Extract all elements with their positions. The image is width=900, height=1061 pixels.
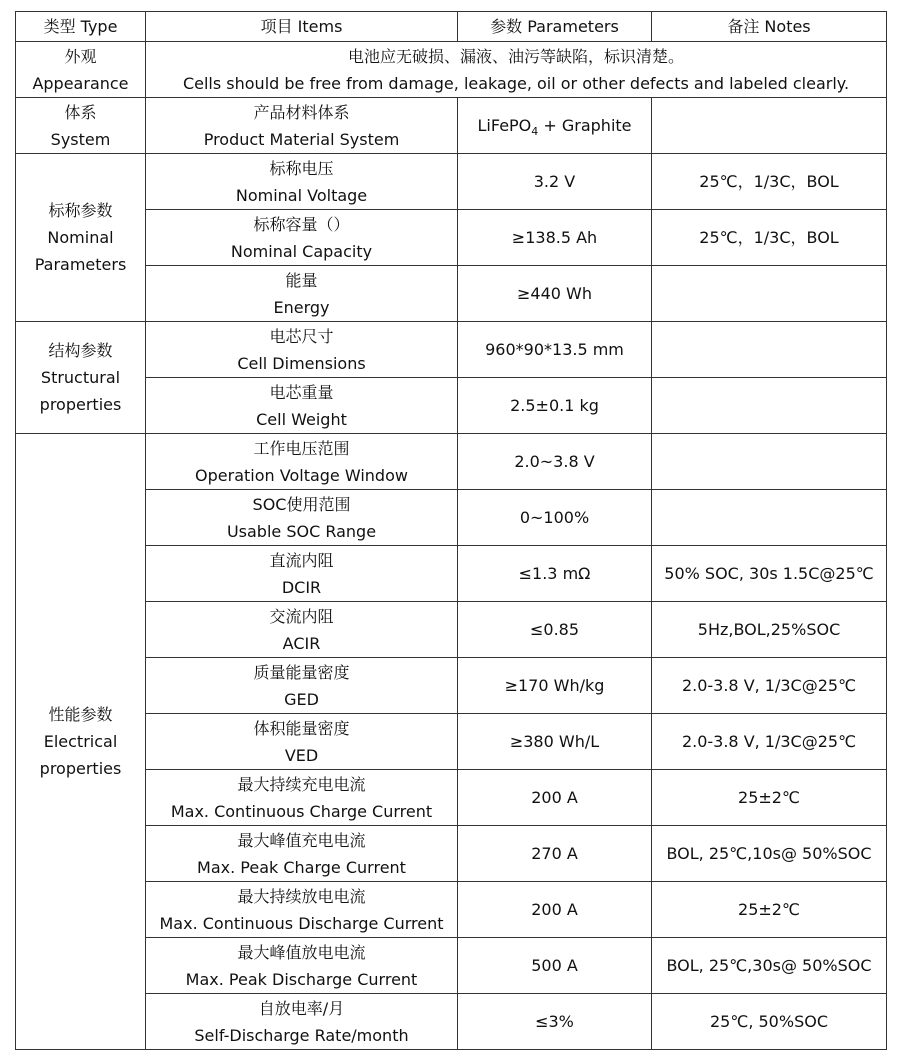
item-en: Max. Continuous Discharge Current <box>159 913 444 933</box>
item-en: Max. Peak Charge Current <box>197 857 406 877</box>
item-cell <box>146 938 458 994</box>
item-en: Nominal Capacity <box>230 241 373 261</box>
category-cn: 性能参数 <box>48 705 113 724</box>
spec-row <box>16 658 887 714</box>
item-cell <box>146 882 458 938</box>
spec-row <box>16 938 887 994</box>
item-cn: 交流内阻 <box>269 606 334 626</box>
parameter-cell: ≤3% <box>458 994 652 1050</box>
appearance-category-en: Appearance <box>32 73 129 93</box>
system-row <box>16 98 887 154</box>
parameter-cell: ≥138.5 Ah <box>458 210 652 266</box>
system-param-post: + Graphite <box>538 116 632 135</box>
system-param-sub: 4 <box>531 125 539 139</box>
system-item-cn: 产品材料体系 <box>253 102 350 122</box>
note-cell <box>652 434 887 490</box>
parameter-cell: 960*90*13.5 mm <box>458 322 652 378</box>
item-cn: 工作电压范围 <box>253 438 350 458</box>
spec-row <box>16 378 887 434</box>
item-cell <box>146 770 458 826</box>
system-category <box>16 98 146 154</box>
item-cn: 自放电率/月 <box>258 998 345 1018</box>
spec-row <box>16 210 887 266</box>
header-row <box>16 12 887 42</box>
category-en-line: properties <box>39 395 122 414</box>
parameter-cell: 3.2 V <box>458 154 652 210</box>
appearance-category-cn: 外观 <box>64 46 97 66</box>
header-items: 项目 Items <box>146 12 458 42</box>
parameter-cell: 200 A <box>458 770 652 826</box>
item-cn: 电芯重量 <box>269 382 334 402</box>
item-en: Max. Continuous Charge Current <box>170 801 433 821</box>
note-cell <box>652 322 887 378</box>
note-cell: 25±2℃ <box>652 770 887 826</box>
item-en: ACIR <box>282 633 321 653</box>
header-notes: 备注 Notes <box>652 12 887 42</box>
note-cell: BOL, 25℃,30s@ 50%SOC <box>652 938 887 994</box>
item-cell <box>146 602 458 658</box>
category-en-line: properties <box>39 759 122 778</box>
spec-row <box>16 770 887 826</box>
item-cn: 直流内阻 <box>269 550 334 570</box>
spec-row <box>16 546 887 602</box>
note-cell <box>652 378 887 434</box>
system-parameter <box>458 98 652 154</box>
appearance-row <box>16 42 887 98</box>
parameter-cell: ≤0.85 <box>458 602 652 658</box>
item-cn: 最大峰值充电电流 <box>237 830 366 850</box>
category-cell <box>16 434 146 1050</box>
item-cn: 能量 <box>285 270 318 290</box>
spec-row <box>16 602 887 658</box>
note-cell: 50% SOC, 30s 1.5C@25℃ <box>652 546 887 602</box>
category-en-line: Parameters <box>34 255 127 274</box>
item-en: Cell Weight <box>256 409 347 429</box>
parameter-cell: ≥170 Wh/kg <box>458 658 652 714</box>
item-en: Cell Dimensions <box>237 353 366 373</box>
system-category-cn: 体系 <box>64 102 97 122</box>
spec-row <box>16 490 887 546</box>
system-item-en: Product Material System <box>203 129 400 149</box>
spec-row <box>16 714 887 770</box>
spec-row <box>16 266 887 322</box>
item-cn: 标称容量（） <box>253 214 350 234</box>
spec-table <box>15 11 887 1050</box>
item-cn: 最大峰值放电电流 <box>237 942 366 962</box>
item-cell <box>146 994 458 1050</box>
item-cell <box>146 826 458 882</box>
item-cell <box>146 378 458 434</box>
note-cell: 2.0-3.8 V, 1/3C@25℃ <box>652 658 887 714</box>
item-cn: 电芯尺寸 <box>269 326 334 346</box>
item-en: Self-Discharge Rate/month <box>194 1025 409 1045</box>
item-cn: SOC使用范围 <box>252 494 351 514</box>
item-cn: 最大持续充电电流 <box>237 774 366 794</box>
appearance-text-cn: 电池应无破损、漏液、油污等缺陷，标识清楚。 <box>347 46 684 66</box>
item-en: Energy <box>273 297 330 317</box>
category-cn: 结构参数 <box>48 341 113 360</box>
item-en: VED <box>284 745 319 765</box>
appearance-description <box>146 42 887 98</box>
spec-row <box>16 322 887 378</box>
item-cn: 体积能量密度 <box>253 718 350 738</box>
item-cell <box>146 154 458 210</box>
item-cell <box>146 490 458 546</box>
item-en: Operation Voltage Window <box>195 465 408 485</box>
item-en: Nominal Voltage <box>235 185 368 205</box>
appearance-text-en: Cells should be free from damage, leakage, oil or other defects and labeled clearly. <box>182 73 850 93</box>
note-cell <box>652 266 887 322</box>
parameter-cell: 2.0~3.8 V <box>458 434 652 490</box>
header-type: 类型 Type <box>16 12 146 42</box>
item-cell <box>146 210 458 266</box>
note-cell <box>652 490 887 546</box>
parameter-cell: ≤1.3 mΩ <box>458 546 652 602</box>
parameter-cell: 0~100% <box>458 490 652 546</box>
note-cell: BOL, 25℃,10s@ 50%SOC <box>652 826 887 882</box>
parameter-cell: 2.5±0.1 kg <box>458 378 652 434</box>
spec-row <box>16 994 887 1050</box>
header-parameters: 参数 Parameters <box>458 12 652 42</box>
spec-row <box>16 434 887 490</box>
item-en: GED <box>284 689 319 709</box>
item-en: DCIR <box>281 577 322 597</box>
category-en-line: Structural <box>40 368 121 387</box>
item-cell <box>146 714 458 770</box>
parameter-cell: ≥380 Wh/L <box>458 714 652 770</box>
category-en-line: Nominal <box>47 228 114 247</box>
item-en: Max. Peak Discharge Current <box>185 969 418 989</box>
parameter-cell: 270 A <box>458 826 652 882</box>
system-item <box>146 98 458 154</box>
category-cn: 标称参数 <box>48 201 113 220</box>
spec-row <box>16 882 887 938</box>
spec-table-body <box>16 12 887 1050</box>
note-cell: 25℃，1/3C，BOL <box>652 154 887 210</box>
note-cell: 5Hz,BOL,25%SOC <box>652 602 887 658</box>
system-category-en: System <box>50 129 111 149</box>
item-cell <box>146 434 458 490</box>
item-cn: 标称电压 <box>269 158 334 178</box>
category-cell <box>16 154 146 322</box>
system-param-pre: LiFePO <box>477 116 532 135</box>
spec-row <box>16 154 887 210</box>
spec-row <box>16 826 887 882</box>
parameter-cell: 500 A <box>458 938 652 994</box>
parameter-cell: 200 A <box>458 882 652 938</box>
item-cell <box>146 546 458 602</box>
note-cell: 25℃, 50%SOC <box>652 994 887 1050</box>
note-cell: 25℃，1/3C，BOL <box>652 210 887 266</box>
note-cell: 25±2℃ <box>652 882 887 938</box>
category-cell <box>16 322 146 434</box>
item-cell <box>146 266 458 322</box>
category-en-line: Electrical <box>43 732 118 751</box>
item-en: Usable SOC Range <box>226 521 377 541</box>
parameter-cell: ≥440 Wh <box>458 266 652 322</box>
item-cn: 质量能量密度 <box>253 662 350 682</box>
appearance-category <box>16 42 146 98</box>
note-cell: 2.0-3.8 V, 1/3C@25℃ <box>652 714 887 770</box>
item-cell <box>146 658 458 714</box>
item-cn: 最大持续放电电流 <box>237 886 366 906</box>
system-note <box>652 98 887 154</box>
item-cell <box>146 322 458 378</box>
